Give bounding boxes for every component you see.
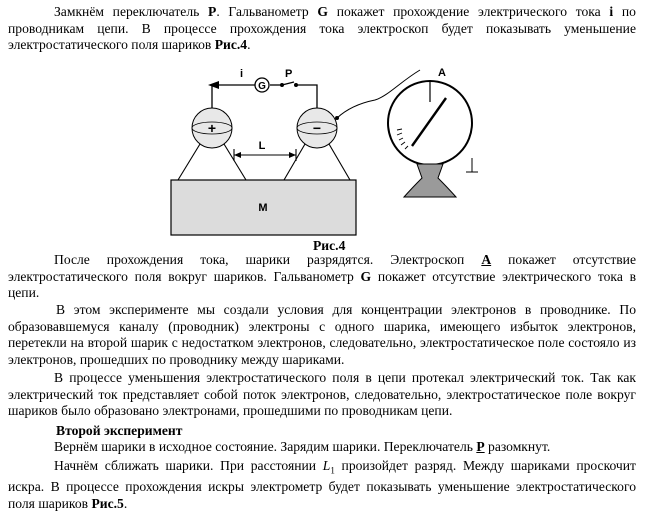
text: произойдет разряд. Между шариками проскочит искра. В процессе прохождения искры электрометр будет показывать уменьшение электростатического поля шариков [8,458,636,511]
text: покажет отсутствие электрического тока в цепи. [8,268,636,301]
switch-lever [282,82,294,85]
current-arrow [208,81,219,89]
text: После прохождения тока, шарики разрядятся. Электроскоп [54,252,482,267]
text: Замкнём переключатель [54,4,209,19]
base-label: M [258,202,268,214]
galvanometer-label: G [258,81,266,92]
text: Вернём шарики в исходное состояние. Зарядим шарики. Переключатель [54,439,477,454]
electroscope-label: A [438,67,446,79]
after-current-paragraph [8,252,636,302]
electroscope-base [404,164,456,197]
figure-ref: Рис.5 [91,495,124,511]
experiment-paragraph [8,302,636,368]
switch-label: P [285,68,293,80]
left-stand [224,144,246,180]
return-paragraph [8,439,636,456]
right-stand [284,144,305,180]
plus-sign: + [207,120,217,136]
top-wire [296,85,317,108]
distance-arrow [289,152,296,158]
text: В этом эксперименте мы создали условия для концентрации электронов в проводнике. По образовавшемуся каналу (проводник) электроны с одного шарика, имеющего избыток электронов, перетекли на второй шарик с недостатком электронов, следовательно, электростатическое поле состояло из электронов, прошедших по проводнику между шариками. [8,302,636,367]
text: . [123,495,128,511]
text: . [247,37,251,53]
text: разомкнут. [484,439,551,454]
text: покажет отсутствие электростатического поля вокруг шариков. Гальванометр [8,252,636,284]
section-heading: Второй эксперимент [56,423,183,438]
text: В процессе уменьшения электростатического поля в цепи протекал электрический ток. Так как электрический ток представляет собой поток электронов, следовательно, электростатическое поле вокруг шариков было образовано электронами, прошедшими по проводникам цепи. [8,370,636,419]
approach-paragraph [8,458,636,513]
intro-paragraph [8,4,636,54]
text: . Гальванометр [216,4,318,19]
right-stand [329,144,350,180]
ground-symbol [466,158,478,172]
text: покажет прохождение электрического тока [328,4,610,19]
galvanometer-symbol: G [360,268,372,284]
figure-4-diagram [150,60,490,238]
terminal [335,116,339,120]
galvanometer-symbol: G [317,4,328,19]
current-paragraph [8,370,636,420]
text: по проводникам цепи. В процессе прохождения тока электроскоп будет показывать уменьшение электростатического поля шариков [8,4,636,53]
subscript: 1 [330,465,335,476]
electroscope-symbol: А [481,252,492,267]
distance-arrow [234,152,241,158]
current-label: i [240,68,244,80]
text: Начнём сближать шарики. При расстоянии [54,458,323,473]
switch-symbol: P [208,4,217,19]
current-symbol: i [609,4,614,19]
switch-symbol: Р [476,439,485,454]
left-stand [178,144,200,180]
figure-ref: Рис.4 [214,37,248,53]
distance-symbol: L [322,458,331,473]
distance-label: L [258,140,266,152]
minus-sign: − [312,120,322,136]
figure-caption: Рис.4 [313,238,346,253]
